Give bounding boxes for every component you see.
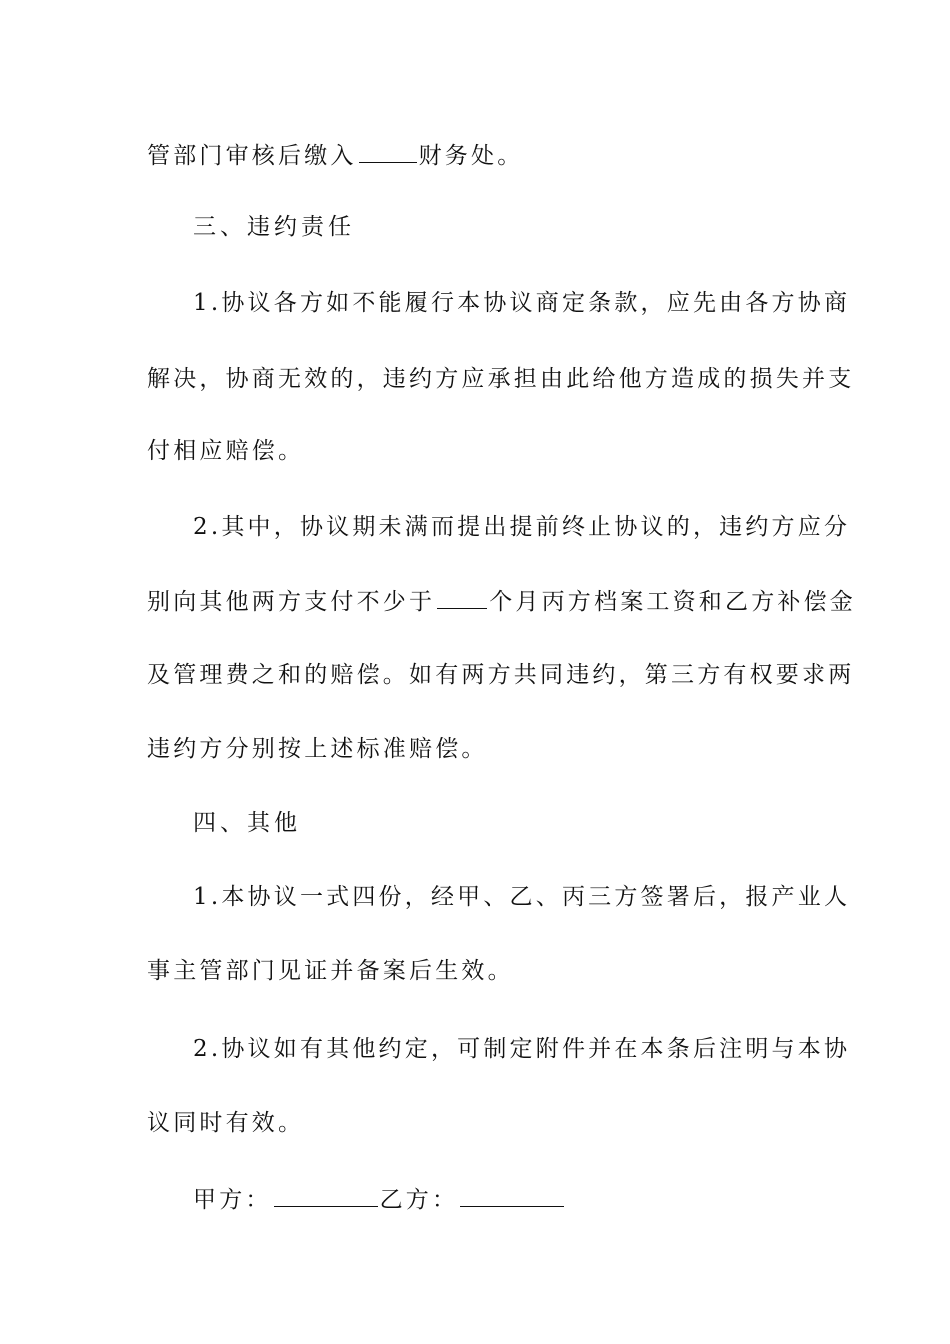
paragraph-line: 议同时有效。 [147,1110,305,1136]
signature-line [193,1184,853,1214]
text-segment: 别向其他两方支付不少于 [147,589,436,615]
paragraph-line [147,586,857,616]
paragraph-line: 事主管部门见证并备案后生效。 [147,958,514,984]
paragraph-line: 1.本协议一式四份，经甲、乙、丙三方签署后，报产业人 [193,884,851,910]
text-segment: 个月丙方档案工资和乙方补偿金 [489,589,857,615]
paragraph-line [147,140,807,170]
paragraph-line: 解决，协商无效的，违约方应承担由此给他方造成的损失并支 [147,366,855,392]
paragraph-line: 违约方分别按上述标准赔偿。 [147,736,488,762]
party-a-label: 甲方： [193,1187,272,1213]
paragraph-line: 付相应赔偿。 [147,438,305,464]
paragraph-line: 1.协议各方如不能履行本协议商定条款，应先由各方协商 [193,290,851,316]
fill-in-blank [437,586,487,609]
text-segment: 管部门审核后缴入 [147,143,357,169]
fill-in-blank [359,140,417,163]
paragraph-line: 2.协议如有其他约定，可制定附件并在本条后注明与本协 [193,1036,851,1062]
text-segment: 财务处。 [418,143,524,169]
section-heading-breach-liability: 三、违约责任 [193,214,355,240]
paragraph-line: 及管理费之和的赔偿。如有两方共同违约，第三方有权要求两 [147,662,855,688]
party-b-signature-blank [460,1184,564,1207]
party-b-label: 乙方： [379,1187,459,1213]
paragraph-line: 2.其中，协议期未满而提出提前终止协议的，违约方应分 [193,514,851,540]
section-heading-other: 四、其他 [193,810,301,836]
party-a-signature-blank [274,1184,378,1207]
